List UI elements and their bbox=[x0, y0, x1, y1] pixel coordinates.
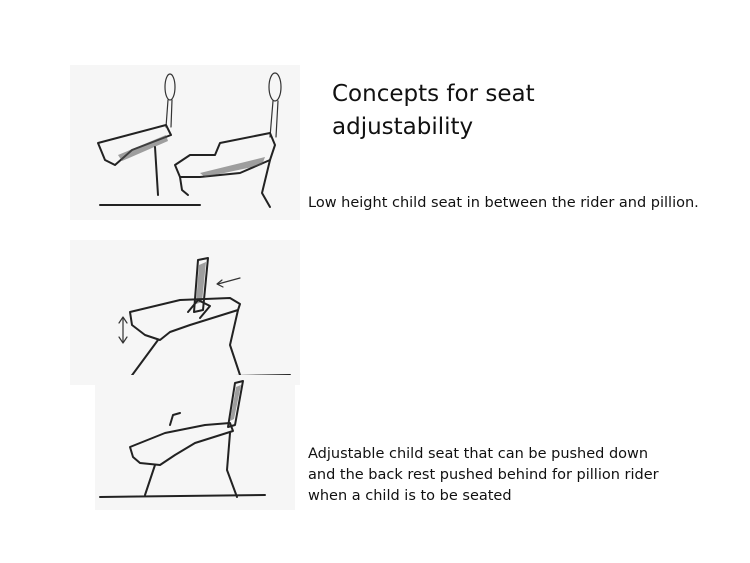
adjustable-seat-lowered-sketch bbox=[95, 375, 295, 510]
adjustable-seat-raised-sketch bbox=[70, 240, 300, 385]
page-title bbox=[332, 78, 632, 144]
adjustable-caption-line-2: and the back rest pushed behind for pillion rider bbox=[308, 467, 659, 483]
adjustable-caption-line-3: when a child is to be seated bbox=[308, 488, 512, 504]
adjustable-caption bbox=[308, 444, 728, 507]
title-line-1: Concepts for seat bbox=[332, 81, 535, 107]
adjustable-caption-line-1: Adjustable child seat that can be pushed down bbox=[308, 446, 649, 462]
low-height-caption: Low height child seat in between the rider and pillion. bbox=[308, 195, 699, 211]
title-line-2: adjustability bbox=[332, 114, 474, 140]
low-height-seat-sketch bbox=[70, 65, 300, 220]
